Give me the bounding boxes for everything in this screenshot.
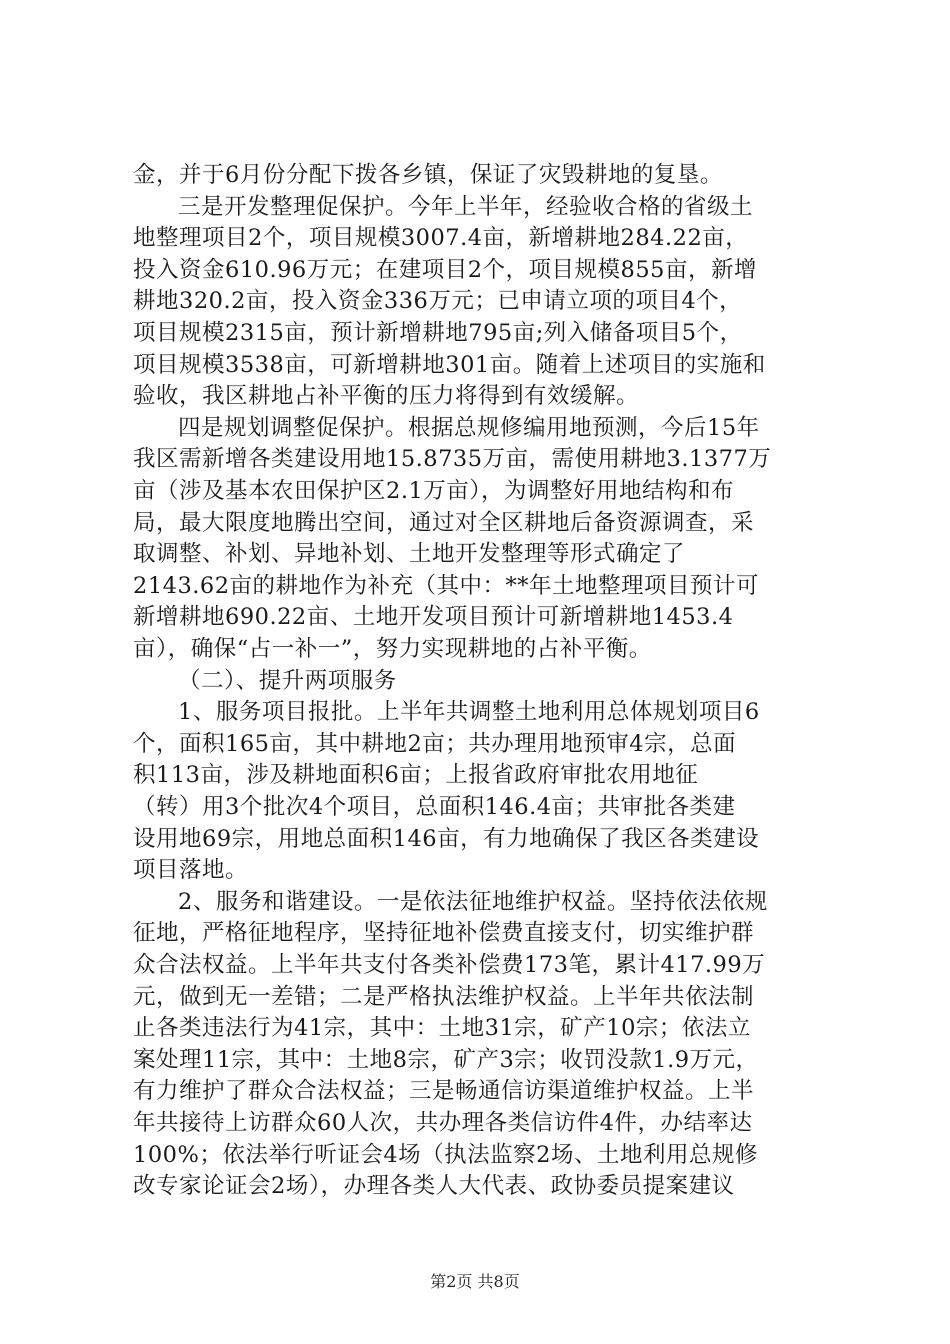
- text-line-29: 案处理11宗，其中：土地8宗，矿产3宗；收罚没款1.9万元，: [133, 1046, 759, 1073]
- text-line-26: 众合法权益。上半年共支付各类补偿费173笔，累计417.99万: [133, 952, 766, 978]
- text-line-3: 地整理项目2个，项目规模3007.4亩，新增耕地284.22亩，: [133, 225, 749, 252]
- text-line-27: 元，做到无一差错；二是严格执法维护权益。上半年共依法制: [133, 983, 755, 1010]
- section-heading: （二）、提升两项服务: [178, 667, 397, 694]
- text-line-20: 积113亩，涉及耕地面积6亩；上报省政府审批农用地征: [133, 762, 699, 789]
- text-line-4: 投入资金610.96万元；在建项目2个，项目规模855亩，新增: [133, 256, 757, 283]
- text-line-16: 亩），确保“占一补一”，努力实现耕地的占补平衡。: [133, 636, 652, 662]
- text-line-2: 三是开发整理促保护。今年上半年，经验收合格的省级土: [178, 193, 754, 220]
- text-line-30: 有力维护了群众合法权益；三是畅通信访渠道维护权益。上半: [133, 1078, 755, 1105]
- text-line-33: 改专家论证会2场），办理各类人大代表、政协委员提案建议: [133, 1173, 735, 1200]
- text-line-6: 项目规模2315亩，预计新增耕地795亩;列入储备项目5个，: [133, 320, 743, 346]
- text-line-31: 年共接待上访群众60人次，共办理各类信访件4件，办结率达: [133, 1110, 753, 1136]
- text-line-25: 征地，严格征地程序，坚持征地补偿费直接支付，切实维护群: [133, 920, 755, 947]
- text-line-24: 2、服务和谐建设。一是依法征地维护权益。坚持依法依规: [178, 888, 768, 915]
- text-line-21: （转）用3个批次4个项目，总面积146.4亩；共审批各类建: [133, 794, 736, 820]
- text-line-32: 100%；依法举行听证会4场（执法监察2场、土地利用总规修: [133, 1141, 758, 1168]
- text-line-22: 设用地69宗，用地总面积146亩，有力地确保了我区各类建设: [133, 825, 760, 852]
- text-line-12: 局，最大限度地腾出空间，通过对全区耕地后备资源调查，采: [133, 509, 755, 536]
- text-line-9: 四是规划调整促保护。根据总规修编用地预测，今后15年: [178, 414, 760, 441]
- text-line-5: 耕地320.2亩，投入资金336万元；已申请立项的项目4个，: [133, 288, 743, 315]
- text-line-13: 取调整、补划、异地补划、土地开发整理等形式确定了: [133, 541, 686, 568]
- text-line-14: 2143.62亩的耕地作为补充（其中：**年土地整理项目预计可: [133, 572, 760, 599]
- text-line-11: 亩（涉及基本农田保护区2.1万亩），为调整好用地结构和布: [133, 478, 735, 504]
- text-line-19: 个，面积165亩，其中耕地2亩；共办理用地预审4宗，总面: [133, 730, 737, 757]
- text-line-8: 验收，我区耕地占补平衡的压力将得到有效缓解。: [133, 383, 640, 410]
- page-number-footer: 第2页 共8页: [430, 1272, 520, 1291]
- text-line-28: 止各类违法行为41宗，其中：土地31宗，矿产10宗；依法立: [133, 1015, 751, 1042]
- text-line-1: 金，并于6月份分配下拨各乡镇，保证了灾毁耕地的复垦。: [133, 162, 723, 188]
- text-line-15: 新增耕地690.22亩、土地开发项目预计可新增耕地1453.4: [133, 604, 734, 631]
- text-line-23: 项目落地。: [133, 857, 249, 884]
- text-line-18: 1、服务项目报批。上半年共调整土地利用总体规划项目6: [178, 699, 760, 726]
- text-line-10: 我区需新增各类建设用地15.8735万亩，需使用耕地3.1377万: [133, 446, 772, 473]
- text-line-7: 项目规模3538亩，可新增耕地301亩。随着上述项目的实施和: [133, 351, 766, 378]
